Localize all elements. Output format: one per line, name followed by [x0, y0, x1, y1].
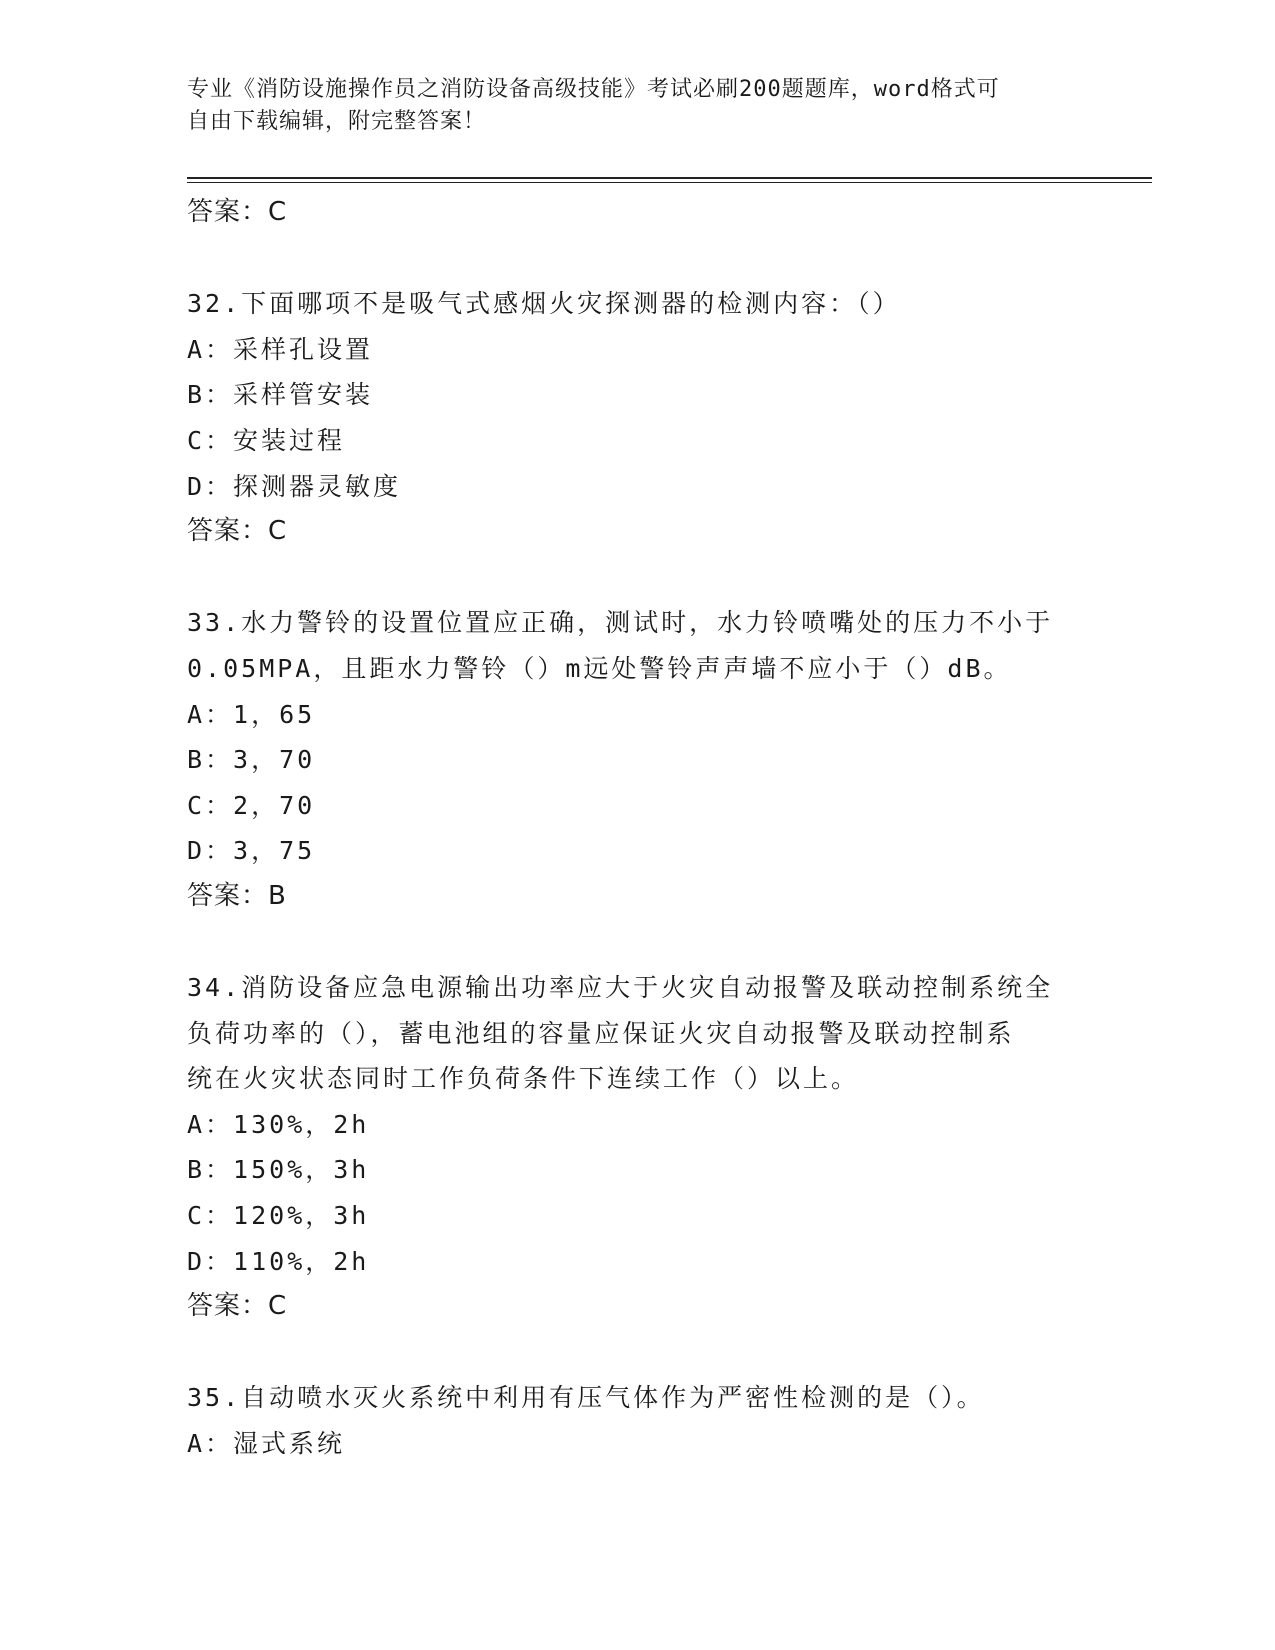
option-a: A：130%，2h	[187, 1109, 370, 1139]
answer-line: 答案：C	[187, 516, 288, 547]
option-d: D：110%，2h	[187, 1246, 370, 1276]
answer-line: 答案：C	[187, 1291, 288, 1322]
option-c: C：安装过程	[187, 425, 346, 455]
question-35	[187, 1375, 1087, 1466]
header-divider-thin	[187, 182, 1152, 183]
header-line-2: 自由下载编辑，附完整答案！	[187, 109, 487, 134]
option-b: B：3，70	[187, 745, 316, 775]
option-d: D：探测器灵敏度	[187, 471, 402, 501]
option-d: D：3，75	[187, 836, 316, 866]
question-stem: 32.下面哪项不是吸气式感烟火灾探测器的检测内容：（）	[187, 289, 901, 319]
document-body	[187, 190, 1087, 1467]
question-stem: 负荷功率的（），蓄电池组的容量应保证火灾自动报警及联动控制系	[187, 1018, 1015, 1048]
question-32	[187, 281, 1087, 555]
option-a: A：采样孔设置	[187, 334, 374, 364]
option-b: B：150%，3h	[187, 1155, 370, 1185]
option-a: A：湿式系统	[187, 1429, 346, 1459]
question-stem: 统在火灾状态同时工作负荷条件下连续工作（）以上。	[187, 1064, 860, 1094]
option-c: C：2，70	[187, 790, 316, 820]
option-a: A：1，65	[187, 699, 316, 729]
header-divider-thick	[187, 177, 1152, 179]
answer-line: 答案：B	[187, 880, 287, 911]
option-b: B：采样管安装	[187, 380, 374, 410]
question-stem: 34.消防设备应急电源输出功率应大于火灾自动报警及联动控制系统全	[187, 973, 1054, 1003]
question-stem: 33.水力警铃的设置位置应正确，测试时，水力铃喷嘴处的压力不小于	[187, 608, 1054, 638]
option-c: C：120%，3h	[187, 1201, 370, 1231]
question-stem: 0.05MPA，且距水力警铃（）m远处警铃声声墙不应小于（）dB。	[187, 653, 1012, 683]
question-33	[187, 600, 1087, 919]
answer-line: 答案：C	[187, 197, 288, 227]
question-34	[187, 965, 1087, 1330]
header-line-1: 专业《消防设施操作员之消防设备高级技能》考试必刷200题题库，word格式可	[187, 77, 1000, 102]
document-header	[187, 74, 1087, 138]
question-stem: 35.自动喷水灭火系统中利用有压气体作为严密性检测的是（）。	[187, 1383, 985, 1413]
